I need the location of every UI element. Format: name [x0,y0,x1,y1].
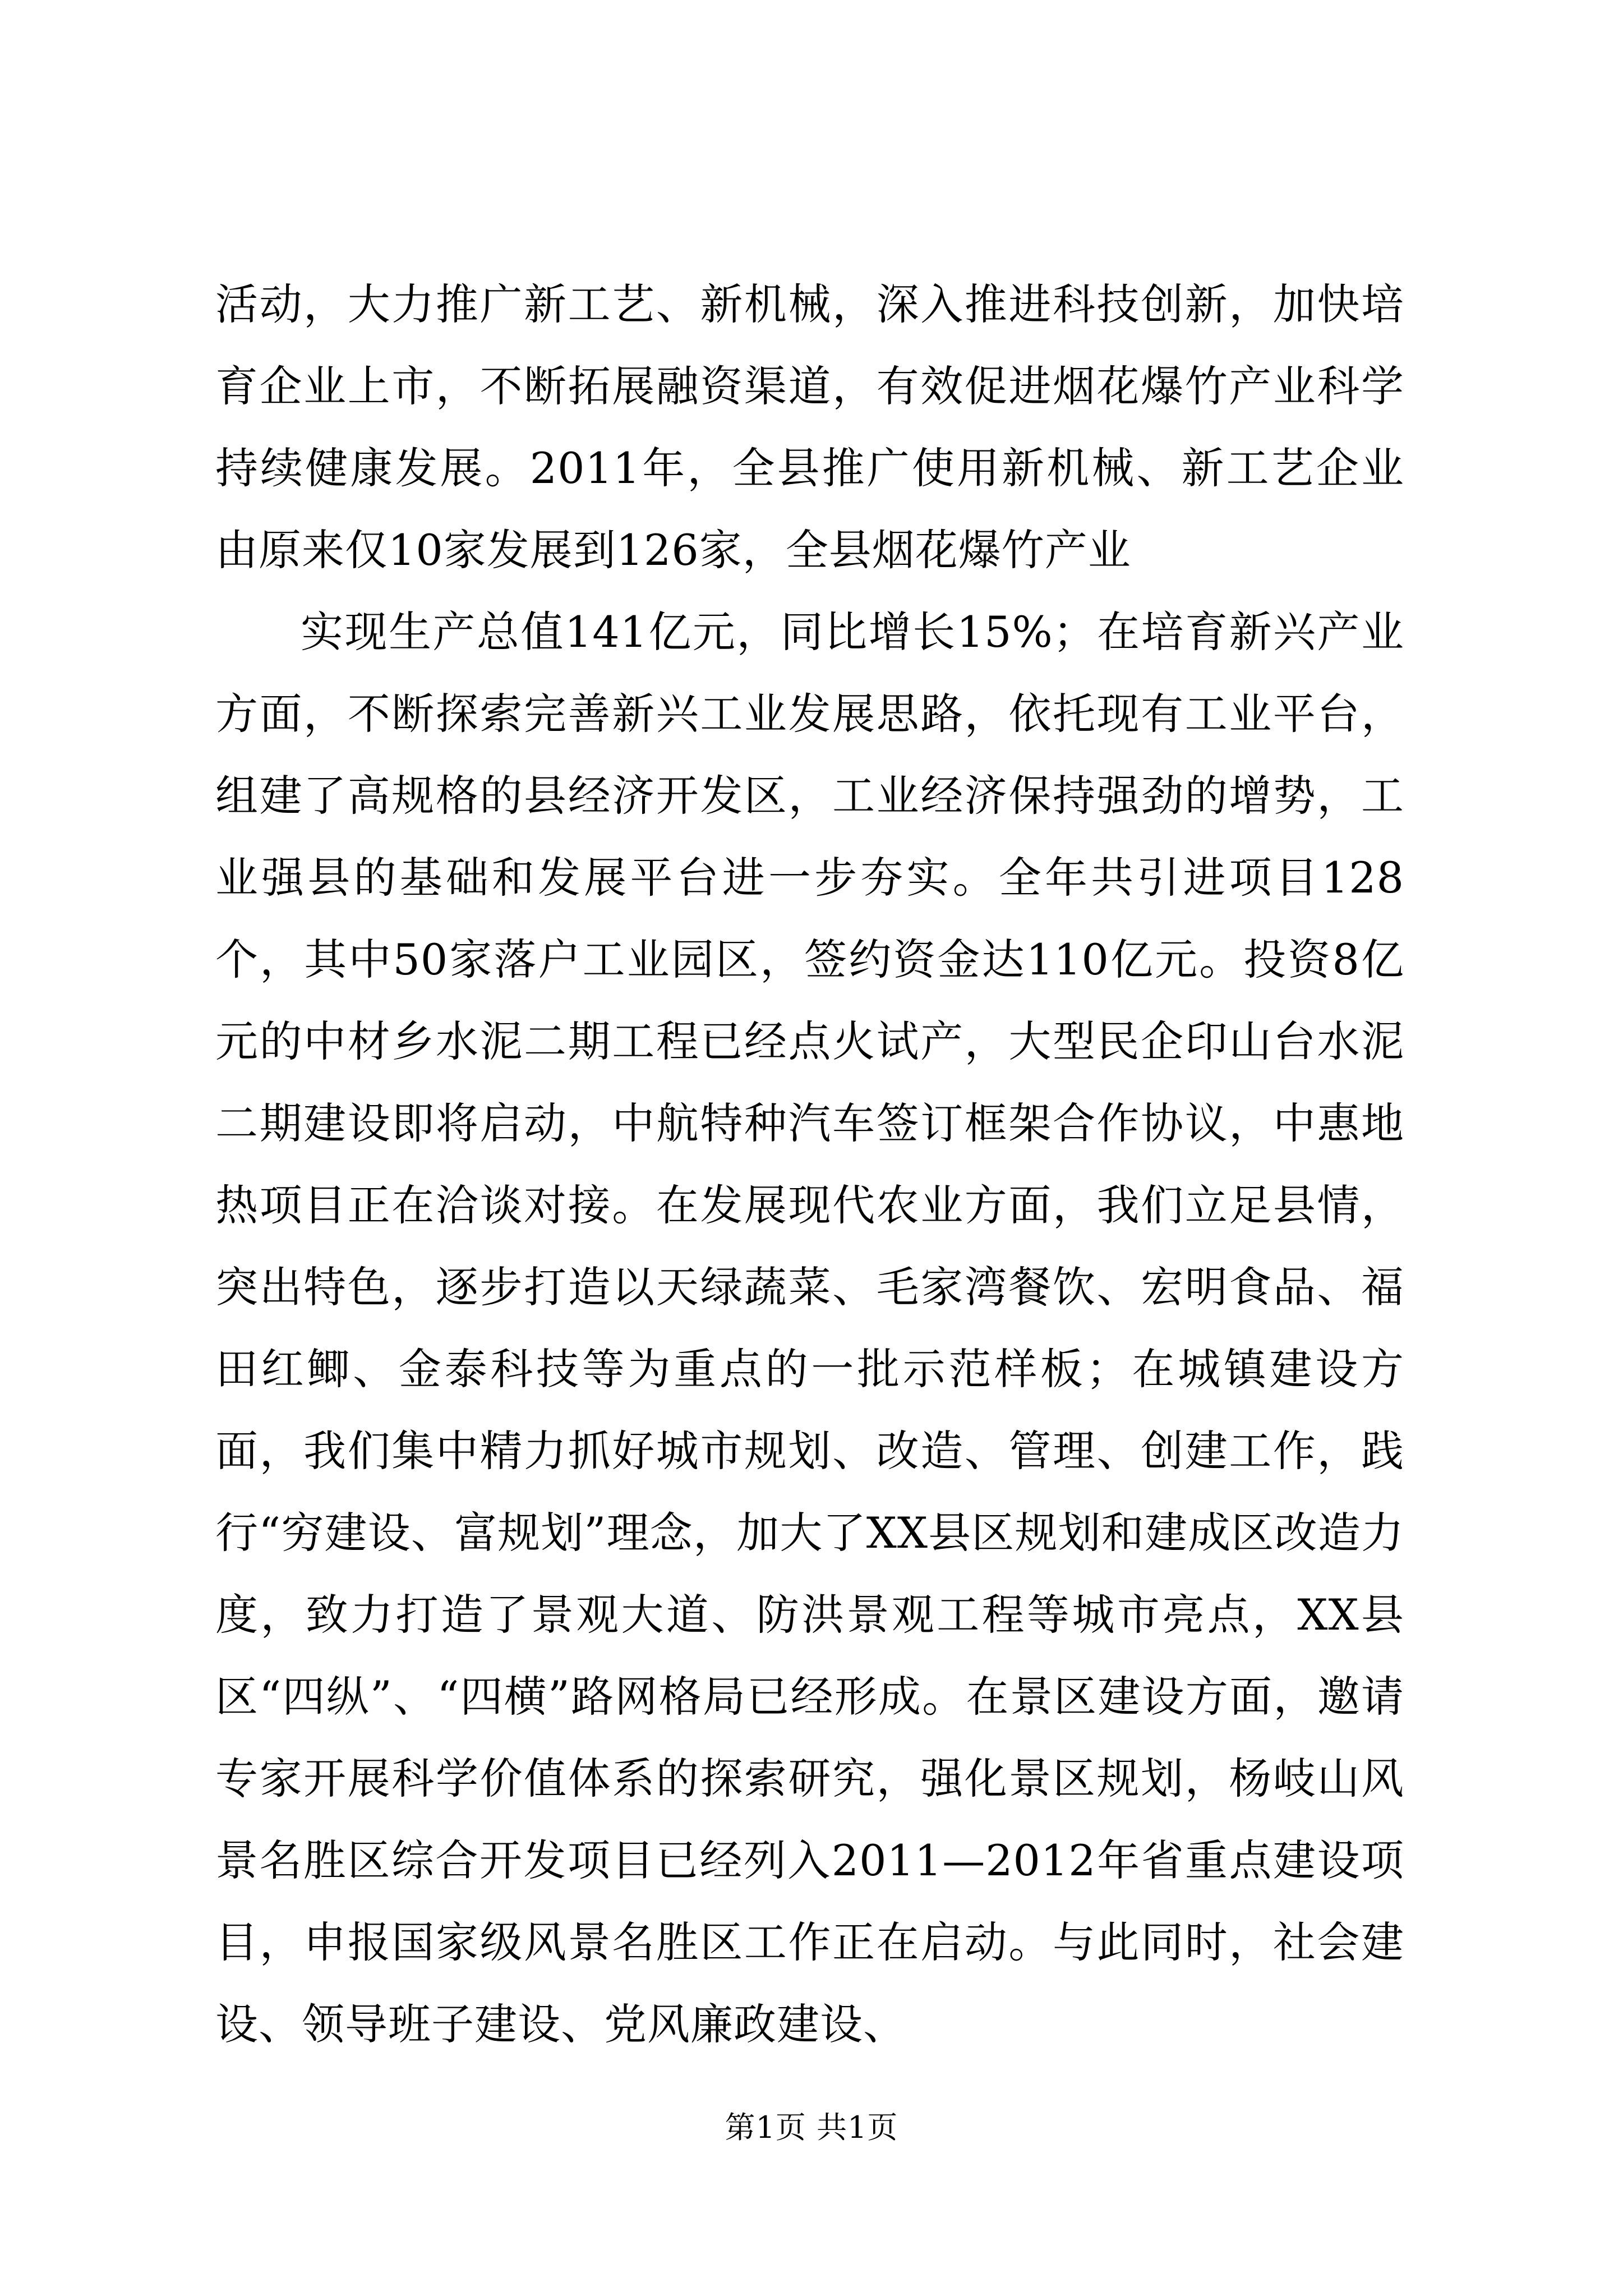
document-body [215,264,1404,2065]
paragraph-main: 实现生产总值141亿元，同比增长15%；在培育新兴产业方面，不断探索完善新兴工业发展思路，依托现有工业平台，组建了高规格的县经济开发区，工业经济保持强劲的增势，工业强县的基础和发展平台进一步夯实。全年共引进项目128个，其中50家落户工业园区，签约资金达110亿元。投资8亿元的中材乡水泥二期工程已经点火试产，大型民企印山台水泥二期建设即将启动，中航特种汽车签订框架合作协议，中惠地热项目正在洽谈对接。在发展现代农业方面，我们立足县情，突出特色，逐步打造以天绿蔬菜、毛家湾餐饮、宏明食品、福田红鲫、金泰科技等为重点的一批示范样板；在城镇建设方面，我们集中精力抓好城市规划、改造、管理、创建工作，践行“穷建设、富规划”理念，加大了XX县区规划和建成区改造力度，致力打造了景观大道、防洪景观工程等城市亮点，XX县区“四纵”、“四横”路网格局已经形成。在景区建设方面，邀请专家开展科学价值体系的探索研究，强化景区规划，杨岐山风景名胜区综合开发项目已经列入2011—2012年省重点建设项目，申报国家级风景名胜区工作正在启动。与此同时，社会建设、领导班子建设、党风廉政建设、 [215,607,1404,2049]
page-footer: 第1页 共1页 [725,2110,898,2145]
paragraph-continued: 活动，大力推广新工艺、新机械，深入推进科技创新，加快培育企业上市，不断拓展融资渠道，有效促进烟花爆竹产业科学持续健康发展。2011年，全县推广使用新机械、新工艺企业由原来仅10家发展到126家，全县烟花爆竹产业 [215,279,1404,575]
